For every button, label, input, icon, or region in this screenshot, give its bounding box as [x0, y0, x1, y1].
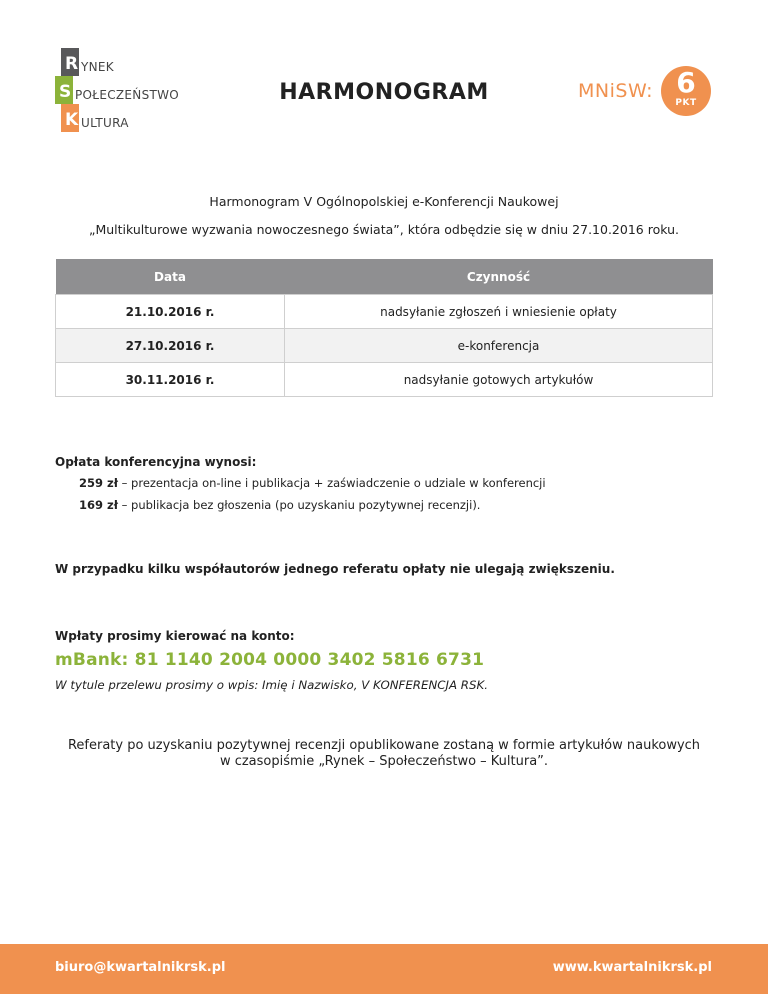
fee-item — [79, 498, 480, 512]
table-row — [56, 295, 713, 329]
fee-heading: Opłata konferencyjna wynosi: — [55, 455, 257, 469]
fee-item — [79, 476, 546, 490]
intro-line-2: „Multikulturowe wyzwania nowoczesnego świata”, która odbędzie się w dniu 27.10.2016 roku. — [89, 222, 679, 237]
row-activity: nadsyłanie gotowych artykułów — [285, 363, 713, 397]
fee-description: – prezentacja on-line i publikacja + zaświadczenie o udziale w konferencji — [117, 476, 546, 490]
closing-line-1: Referaty po uzyskaniu pozytywnej recenzji opublikowane zostaną w formie artykułów naukowych — [67, 738, 701, 753]
points-unit: PKT — [675, 98, 697, 108]
page-title: HARMONOGRAM — [279, 80, 489, 105]
footer-bar — [0, 944, 768, 994]
fee-description: – publikacja bez głoszenia (po uzyskaniu pozytywnej recenzji). — [117, 498, 481, 512]
points-circle — [661, 66, 711, 116]
table-row — [56, 363, 713, 397]
logo-word-rynek: YNEK — [81, 60, 114, 74]
coauthors-note: W przypadku kilku współautorów jednego referatu opłaty nie ulegają zwiększeniu. — [55, 562, 615, 576]
column-header-activity: Czynność — [285, 259, 713, 295]
logo-word-spoleczenstwo: POŁECZEŃSTWO — [75, 88, 180, 102]
schedule-table — [55, 259, 713, 397]
closing-paragraph — [40, 738, 728, 770]
transfer-note: W tytule przelewu prosimy o wpis: Imię i Nazwisko, V KONFERENCJA RSK. — [55, 678, 488, 692]
row-date: 27.10.2016 r. — [56, 329, 285, 363]
row-date: 21.10.2016 r. — [56, 295, 285, 329]
logo-word-kultura: ULTURA — [81, 116, 129, 130]
fee-amount: 169 zł — [79, 498, 118, 512]
column-header-date: Data — [56, 259, 285, 295]
table-row — [56, 329, 713, 363]
logo-initial-s: S — [59, 82, 72, 102]
logo-row-kultura — [61, 104, 129, 132]
bank-account: mBank: 81 1140 2004 0000 3402 5816 6731 — [55, 650, 485, 670]
footer-email-link[interactable]: biuro@kwartalnikrsk.pl — [55, 960, 226, 975]
closing-line-2: w czasopiśmie „Rynek – Społeczeństwo – Kultura”. — [219, 754, 549, 769]
mnisw-badge — [578, 66, 711, 116]
intro-line-1: Harmonogram V Ogólnopolskiej e-Konferencji Naukowej — [209, 194, 559, 209]
fee-amount: 259 zł — [79, 476, 118, 490]
footer-website-link[interactable]: www.kwartalnikrsk.pl — [552, 960, 712, 975]
row-date: 30.11.2016 r. — [56, 363, 285, 397]
logo-initial-r: R — [65, 54, 79, 74]
row-activity: nadsyłanie zgłoszeń i wniesienie opłaty — [285, 295, 713, 329]
logo-row-rynek — [61, 48, 114, 76]
points-value: 6 — [676, 66, 696, 99]
logo-initial-k: K — [65, 110, 79, 130]
row-activity: e-konferencja — [285, 329, 713, 363]
mnisw-label: MNiSW: — [578, 80, 654, 102]
payment-heading: Wpłaty prosimy kierować na konto: — [55, 629, 295, 643]
table-header-row — [56, 259, 713, 295]
